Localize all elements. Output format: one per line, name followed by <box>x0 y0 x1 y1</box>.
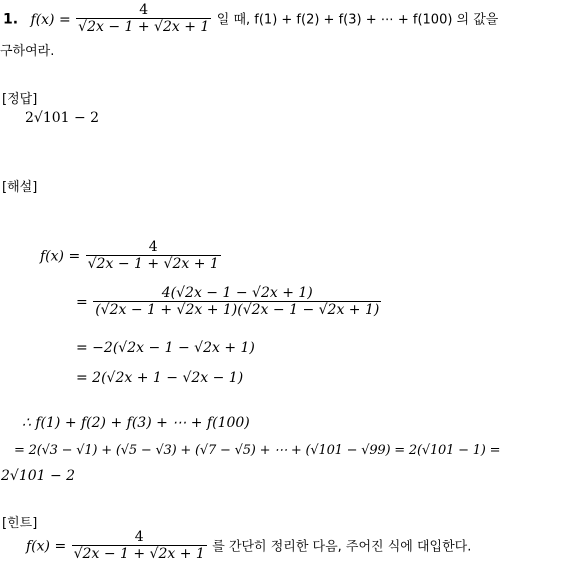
solution-sum-end: 2√101 − 2 <box>1 468 76 484</box>
solution-line-1 <box>40 240 222 273</box>
problem-fraction <box>76 3 211 36</box>
hint-lhs: f(x) = <box>26 538 67 555</box>
problem-lhs: f(x) = <box>30 11 71 28</box>
problem-frac-denominator: √2x − 1 + √2x + 1 <box>78 19 210 35</box>
hint-frac-denominator: √2x − 1 + √2x + 1 <box>73 546 205 562</box>
solution-line-1-denominator: √2x − 1 + √2x + 1 <box>87 256 219 272</box>
solution-line-2-eq: = <box>76 294 88 311</box>
hint-line <box>26 530 471 563</box>
solution-therefore: ∴ f(1) + f(2) + f(3) + ⋯ + f(100) <box>22 415 250 431</box>
solution-line-2-fraction <box>93 286 381 319</box>
solution-line-2 <box>76 286 382 319</box>
solution-line-4: = 2(√2x + 1 − √2x − 1) <box>76 370 244 386</box>
solution-line-1-lhs: f(x) = <box>40 248 81 265</box>
hint-frac-numerator: 4 <box>134 529 144 545</box>
solution-line-2-numerator: 4(√2x − 1 − √2x + 1) <box>161 285 313 301</box>
problem-line-1 <box>3 3 498 36</box>
problem-text-2: 구하여라. <box>0 44 55 59</box>
problem-number: 1. <box>3 11 19 28</box>
answer-value: 2√101 − 2 <box>25 110 100 126</box>
problem-text-1: 일 때, f(1) + f(2) + f(3) + ⋯ + f(100) 의 값을 <box>216 12 499 28</box>
hint-fraction <box>72 530 207 563</box>
solution-line-1-numerator: 4 <box>148 239 158 255</box>
problem-frac-numerator: 4 <box>139 2 149 18</box>
solution-label: [해설] <box>2 180 38 195</box>
answer-label: [정답] <box>2 92 38 107</box>
solution-line-3: = −2(√2x − 1 − √2x + 1) <box>76 340 255 356</box>
hint-text: 를 간단히 정리한 다음, 주어진 식에 대입한다. <box>212 539 472 555</box>
hint-label: [힌트] <box>2 516 38 531</box>
solution-sum-line: = 2(√3 − √1) + (√5 − √3) + (√7 − √5) + ⋯ + (√101 − √99) = 2(√101 − 1) = <box>14 443 501 458</box>
solution-line-2-denominator: (√2x − 1 + √2x + 1)(√2x − 1 − √2x + 1) <box>95 302 380 318</box>
solution-line-1-fraction <box>86 240 221 273</box>
